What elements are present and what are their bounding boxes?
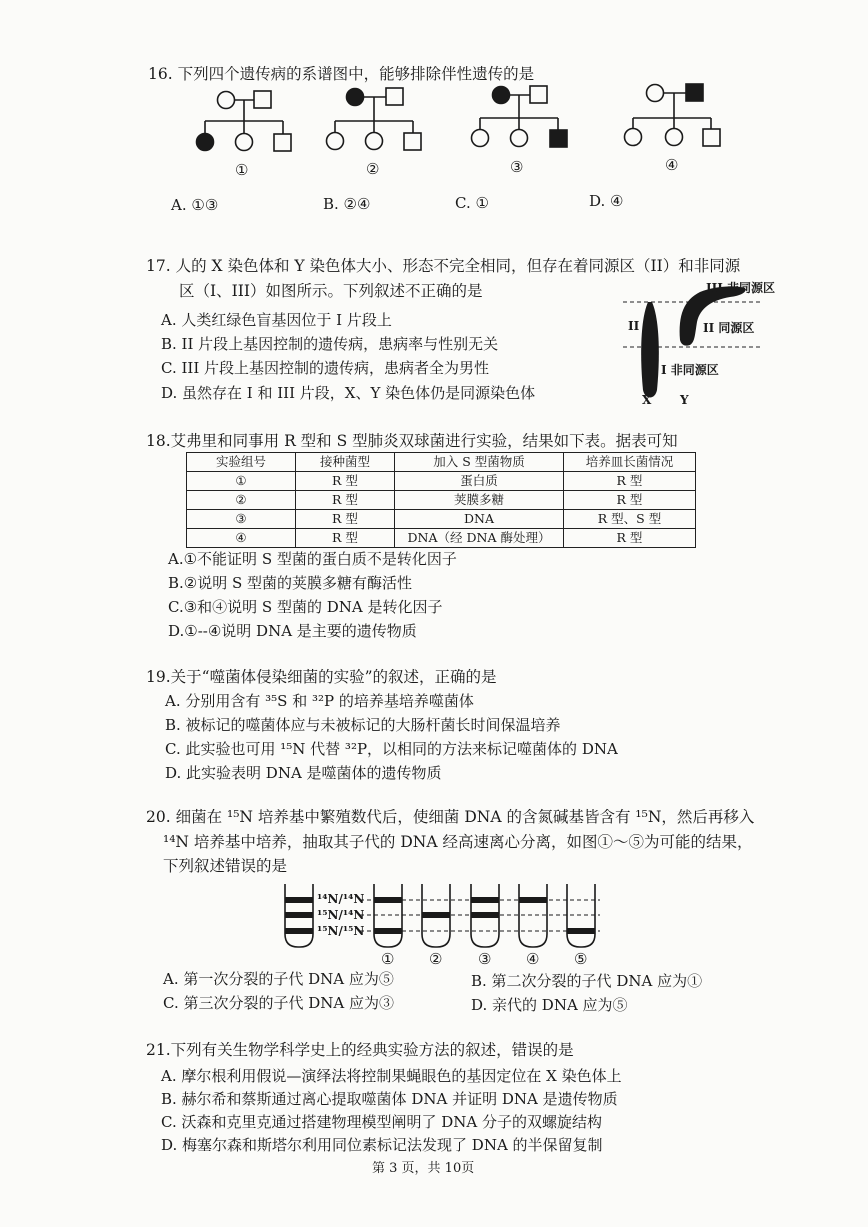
table-header: 接种菌型 <box>296 453 395 472</box>
band-label-light: ¹⁴N/¹⁴N <box>317 892 365 906</box>
table-cell: ④ <box>187 529 296 548</box>
q20-stem-line2: ¹⁴N 培养基中培养，抽取其子代的 DNA 经高速离心分离，如图①～⑤为可能的结果， <box>163 833 753 851</box>
table-header: 培养皿长菌情况 <box>564 453 696 472</box>
table-cell: DNA（经 DNA 酶处理） <box>395 529 564 548</box>
q19-option-b[interactable]: B. 被标记的噬菌体应与未被标记的大肠杆菌长时间保温培养 <box>165 716 561 734</box>
q21-option-c[interactable]: C. 沃森和克里克通过搭建物理模型阐明了 DNA 分子的双螺旋结构 <box>161 1113 603 1131</box>
q18-option-b[interactable]: B.②说明 S 型菌的荚膜多糖有酶活性 <box>168 574 413 592</box>
page-footer: 第 3 页，共 10页 <box>372 1161 475 1176</box>
q20-option-d[interactable]: D. 亲代的 DNA 应为⑤ <box>471 996 628 1014</box>
table-cell: ③ <box>187 510 296 529</box>
pedigree-label-1: ① <box>235 161 249 179</box>
q16-option-a[interactable]: A. ①③ <box>171 196 219 214</box>
table-cell: 蛋白质 <box>395 472 564 491</box>
q18-option-c[interactable]: C.③和④说明 S 型菌的 DNA 是转化因子 <box>168 598 443 616</box>
pedigree-label-4: ④ <box>665 156 679 174</box>
q21-option-d[interactable]: D. 梅塞尔森和斯塔尔利用同位素标记法发现了 DNA 的半保留复制 <box>161 1136 603 1154</box>
q18-option-d[interactable]: D.①--④说明 DNA 是主要的遗传物质 <box>168 622 417 640</box>
q20-stem-line1: 20. 细菌在 ¹⁵N 培养基中繁殖数代后，使细菌 DNA 的含氮碱基皆含有 ¹⁵N，然后再移入 <box>146 808 755 826</box>
table-cell: R 型 <box>296 510 395 529</box>
q16-option-d[interactable]: D. ④ <box>589 192 624 210</box>
band-label-heavy: ¹⁵N/¹⁵N <box>317 924 365 938</box>
region-3-label: III 非同源区 <box>706 281 776 295</box>
region-1-label: I 非同源区 <box>661 363 719 377</box>
tube-label-4: ④ <box>526 950 540 968</box>
q19-option-d[interactable]: D. 此实验表明 DNA 是噬菌体的遗传物质 <box>165 764 442 782</box>
table-cell: 荚膜多糖 <box>395 491 564 510</box>
tube-label-2: ② <box>429 950 443 968</box>
table-cell: R 型 <box>564 472 696 491</box>
q20-option-a[interactable]: A. 第一次分裂的子代 DNA 应为⑤ <box>163 970 394 988</box>
band-label-hybrid: ¹⁵N/¹⁴N <box>317 908 365 922</box>
q17-option-c[interactable]: C. III 片段上基因控制的遗传病，患病者全为男性 <box>161 359 490 377</box>
region-side-label: II <box>628 319 640 333</box>
q21-option-b[interactable]: B. 赫尔希和蔡斯通过离心提取噬菌体 DNA 并证明 DNA 是遗传物质 <box>161 1090 618 1108</box>
table-cell: R 型 <box>296 491 395 510</box>
q17-option-a[interactable]: A. 人类红绿色盲基因位于 I 片段上 <box>161 311 392 329</box>
q20-option-b[interactable]: B. 第二次分裂的子代 DNA 应为① <box>471 972 703 990</box>
q21-stem: 21.下列有关生物学科学史上的经典实验方法的叙述，错误的是 <box>146 1041 574 1059</box>
table-header: 加入 S 型菌物质 <box>395 453 564 472</box>
pedigree-label-3: ③ <box>510 158 524 176</box>
table-cell: R 型、S 型 <box>564 510 696 529</box>
table-cell: R 型 <box>564 529 696 548</box>
table-header: 实验组号 <box>187 453 296 472</box>
x-label: X <box>642 393 652 407</box>
q19-option-a[interactable]: A. 分别用含有 ³⁵S 和 ³²P 的培养基培养噬菌体 <box>165 692 474 710</box>
table-cell: R 型 <box>564 491 696 510</box>
q17-stem-line2: 区（I、III）如图所示。下列叙述不正确的是 <box>179 282 483 300</box>
pedigree-label-2: ② <box>366 160 380 178</box>
tube-label-1: ① <box>381 950 395 968</box>
table-cell: DNA <box>395 510 564 529</box>
table-cell: ① <box>187 472 296 491</box>
q20-stem-line3: 下列叙述错误的是 <box>163 857 288 875</box>
q16-option-c[interactable]: C. ① <box>455 194 489 212</box>
q18-stem: 18.艾弗里和同事用 R 型和 S 型肺炎双球菌进行实验，结果如下表。据表可知 <box>146 432 678 450</box>
q16-stem: 16. 下列四个遗传病的系谱图中，能够排除伴性遗传的是 <box>148 65 535 83</box>
q21-option-a[interactable]: A. 摩尔根利用假说—演绎法将控制果蝇眼色的基因定位在 X 染色体上 <box>161 1067 622 1085</box>
q17-option-d[interactable]: D. 虽然存在 I 和 III 片段，X、Y 染色体仍是同源染色体 <box>161 384 536 402</box>
table-cell: R 型 <box>296 529 395 548</box>
q17-option-b[interactable]: B. II 片段上基因控制的遗传病，患病率与性别无关 <box>161 335 499 353</box>
q19-stem: 19.关于“噬菌体侵染细菌的实验”的叙述，正确的是 <box>146 668 497 686</box>
tube-label-3: ③ <box>478 950 492 968</box>
q17-stem-line1: 17. 人的 X 染色体和 Y 染色体大小、形态不完全相同，但存在着同源区（II）和非同源 <box>146 257 741 275</box>
q20-option-c[interactable]: C. 第三次分裂的子代 DNA 应为③ <box>163 994 394 1012</box>
q19-option-c[interactable]: C. 此实验也可用 ¹⁵N 代替 ³²P，以相同的方法来标记噬菌体的 DNA <box>165 740 618 758</box>
region-2-label: II 同源区 <box>703 321 755 335</box>
y-label: Y <box>680 393 689 407</box>
table-cell: ② <box>187 491 296 510</box>
table-cell: R 型 <box>296 472 395 491</box>
q18-option-a[interactable]: A.①不能证明 S 型菌的蛋白质不是转化因子 <box>168 550 457 568</box>
q16-option-b[interactable]: B. ②④ <box>323 195 371 213</box>
tube-label-5: ⑤ <box>574 950 588 968</box>
